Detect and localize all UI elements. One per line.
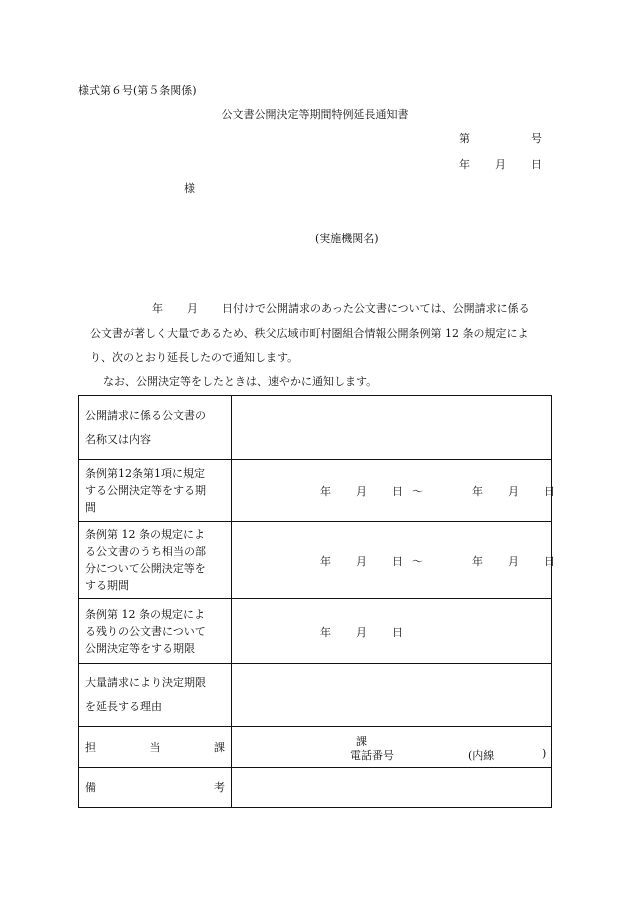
period-range-cell[interactable]: 年 月 日 〜 年 月 日	[232, 460, 552, 522]
row-label: 公開請求に係る公文書の 名称又は内容	[79, 396, 232, 460]
deadline-cell[interactable]: 年 月 日	[232, 599, 552, 664]
date-day: 日	[531, 158, 542, 171]
phone-label: 電話番号	[350, 749, 394, 762]
body-line1: 日付けで公開請求のあった公文書については、公開請求に係る	[222, 302, 530, 315]
table-row	[79, 522, 552, 599]
doc-number-suffix: 号	[531, 132, 542, 145]
extension-open: (内線	[468, 749, 495, 762]
row-label: 条例第 12 条の規定によ る公文書のうち相当の部 分について公開決定等を する期間	[79, 522, 232, 599]
body-line4: なお、公開決定等をしたときは、速やかに通知します。	[103, 375, 378, 388]
row-label: 担 当 課	[79, 727, 232, 768]
row-label: 条例第12条第1項に規定 する公開決定等をする期 間	[79, 460, 232, 522]
partial-period-cell[interactable]: 年 月 日 〜 年 月 日	[232, 522, 552, 599]
date-month: 月	[495, 158, 506, 171]
table-row	[79, 396, 552, 460]
form-number: 様式第６号(第５条関係)	[78, 84, 197, 97]
info-table	[78, 395, 555, 808]
table-row	[79, 664, 552, 727]
doc-number-prefix: 第	[459, 132, 470, 145]
body-line2: 公文書が著しく大量であるため、秩父広域市町村圏組合情報公開条例第 12 条の規定によ	[90, 327, 529, 340]
body-year: 年	[152, 302, 163, 315]
dept-suffix: 課	[356, 735, 367, 748]
document-name-cell[interactable]	[232, 396, 552, 460]
reason-cell[interactable]	[232, 664, 552, 727]
sender-name: (実施機関名)	[315, 232, 379, 245]
body-line3: り、次のとおり延長したので通知します。	[90, 351, 299, 364]
table-row	[79, 768, 552, 808]
table-row	[79, 460, 552, 522]
extension-close: )	[542, 747, 547, 760]
table-row	[79, 727, 552, 768]
remarks-cell[interactable]	[232, 768, 552, 808]
date-year: 年	[459, 158, 470, 171]
row-label: 条例第 12 条の規定によ る残りの公文書について 公開決定等をする期限	[79, 599, 232, 664]
document-title: 公文書公開決定等期間特例延長通知書	[221, 108, 409, 121]
table-row	[79, 599, 552, 664]
row-label: 備 考	[79, 768, 232, 808]
body-month: 月	[187, 302, 198, 315]
addressee-suffix: 様	[184, 182, 195, 195]
department-cell[interactable]	[232, 727, 552, 768]
row-label: 大量請求により決定期限 を延長する理由	[79, 664, 232, 727]
